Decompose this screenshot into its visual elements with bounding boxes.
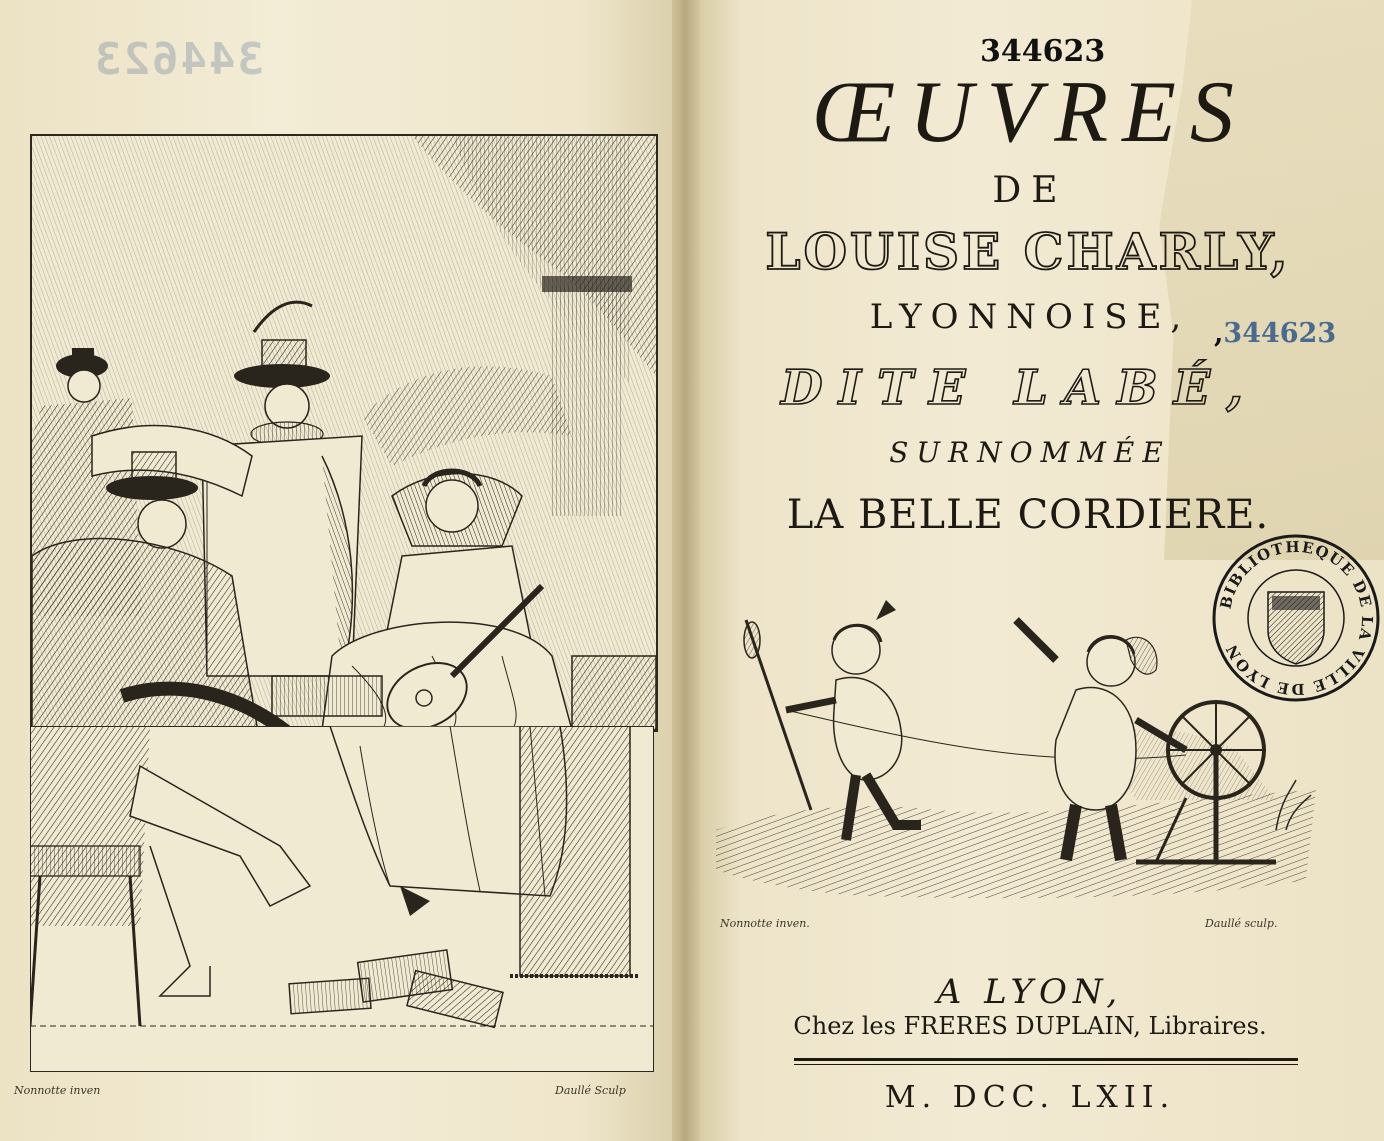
imprint-rule-thin (794, 1064, 1298, 1065)
library-number-stamp-text: 344623 (1223, 318, 1337, 349)
inventory-number: 344623 (980, 34, 1106, 69)
imprint-date: M. DCC. LXII. (884, 1080, 1176, 1115)
imprint-publisher: Chez les FRERES DUPLAIN, Libraires. (793, 1012, 1267, 1040)
frontispiece-page (0, 0, 684, 1141)
title-vignette-putti (716, 600, 1316, 912)
author-alias: DITE LABÉ, (781, 360, 1259, 416)
book-title: ŒUVRES (812, 64, 1248, 161)
author-epithet: LA BELLE CORDIERE. (786, 492, 1270, 538)
frontispiece-caption-engraver: Daullé Sculp (555, 1084, 626, 1097)
epithet-intro: SURNOMMÉE (889, 436, 1171, 469)
vignette-caption-designer: Nonnotte inven. (720, 917, 810, 930)
imprint-place: A LYON, (936, 972, 1124, 1012)
frontispiece-caption-designer: Nonnotte inven (14, 1084, 101, 1097)
frontispiece-illustration (32, 136, 656, 730)
vignette-caption-engraver: Daullé sculp. (1205, 917, 1278, 930)
author-name: LOUISE CHARLY, (765, 222, 1291, 281)
round-stamp-text: BIBLIOTHEQUE DE LA VILLE DE LYON (1216, 537, 1377, 699)
library-number-stamp: ,344623 (1214, 318, 1337, 349)
mirrored-stamp-bleed: 344623 (93, 34, 264, 85)
author-origin: LYONNOISE, (869, 297, 1191, 337)
imprint-rule-thick (794, 1058, 1298, 1061)
book-gutter (672, 0, 702, 1141)
frontispiece-engraving (30, 134, 658, 732)
frontispiece-illustration-lower (30, 726, 654, 1072)
title-preposition: DE (992, 170, 1068, 211)
